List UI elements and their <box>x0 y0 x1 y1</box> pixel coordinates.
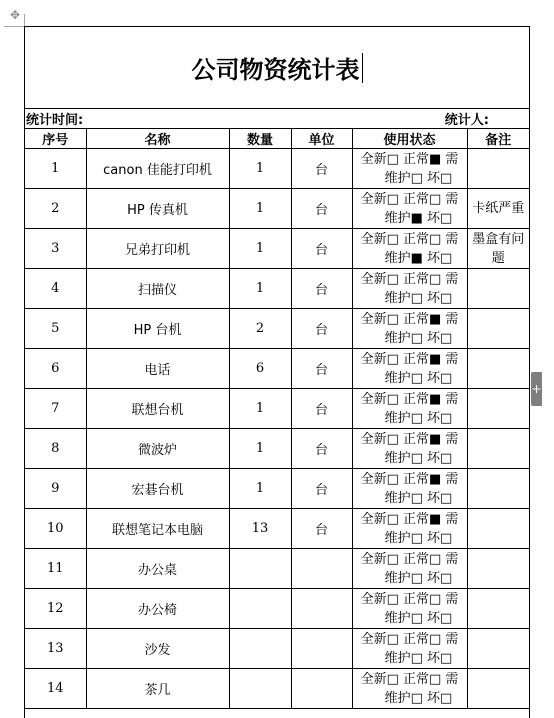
cell-status[interactable] <box>352 429 467 469</box>
cell-status[interactable] <box>352 669 467 709</box>
cell-qty[interactable]: 1 <box>229 189 291 229</box>
cell-status[interactable] <box>352 469 467 509</box>
stat-time-label: 统计时间: <box>26 113 84 128</box>
table-row <box>25 189 529 229</box>
table-row <box>25 669 529 709</box>
cell-no[interactable]: 9 <box>25 469 86 509</box>
cell-qty[interactable]: 13 <box>229 509 291 549</box>
cell-no[interactable]: 4 <box>25 269 86 309</box>
status-line-1: 全新□ 正常■ 需 <box>360 471 459 487</box>
cell-no[interactable]: 11 <box>25 549 86 589</box>
cell-no[interactable]: 6 <box>25 349 86 389</box>
cell-unit[interactable] <box>291 549 352 589</box>
text-cursor <box>362 53 363 83</box>
cell-name[interactable]: 兄弟打印机 <box>86 229 229 269</box>
cell-status[interactable] <box>352 349 467 389</box>
cell-status[interactable] <box>352 629 467 669</box>
cell-status[interactable] <box>352 309 467 349</box>
cell-unit[interactable] <box>291 669 352 709</box>
cell-note[interactable] <box>467 349 529 389</box>
status-line-1: 全新□ 正常□ 需 <box>360 551 459 567</box>
status-line-1: 全新□ 正常■ 需 <box>360 151 459 167</box>
cell-no[interactable]: 13 <box>25 629 86 669</box>
cell-unit[interactable] <box>291 589 352 629</box>
status-line-2: 维护□ 坏□ <box>384 650 453 666</box>
cell-note[interactable] <box>467 509 529 549</box>
table-row <box>25 269 529 309</box>
status-line-1: 全新□ 正常■ 需 <box>360 391 459 407</box>
cell-name[interactable]: 办公桌 <box>86 549 229 589</box>
cell-name[interactable]: 联想笔记本电脑 <box>86 509 229 549</box>
status-line-1: 全新□ 正常□ 需 <box>360 631 459 647</box>
cell-unit[interactable]: 台 <box>291 189 352 229</box>
document-title: 公司物资统计表 <box>191 55 360 84</box>
cell-unit[interactable]: 台 <box>291 309 352 349</box>
cell-unit[interactable]: 台 <box>291 469 352 509</box>
table-row <box>25 309 529 349</box>
cell-note[interactable] <box>467 469 529 509</box>
status-line-2: 维护□ 坏□ <box>384 690 453 706</box>
cell-note[interactable] <box>467 549 529 589</box>
cell-unit[interactable]: 台 <box>291 389 352 429</box>
cell-name[interactable]: 微波炉 <box>86 429 229 469</box>
cell-status[interactable] <box>352 229 467 269</box>
cell-no[interactable]: 2 <box>25 189 86 229</box>
cell-status[interactable] <box>352 509 467 549</box>
cell-no[interactable]: 8 <box>25 429 86 469</box>
cell-qty[interactable]: 1 <box>229 269 291 309</box>
cell-name[interactable]: 茶几 <box>86 669 229 709</box>
cell-note[interactable] <box>467 389 529 429</box>
status-line-2: 维护■ 坏□ <box>384 250 453 266</box>
status-line-2: 维护□ 坏□ <box>384 170 453 186</box>
header-unit[interactable]: 单位 <box>291 129 352 149</box>
cell-note[interactable]: 卡纸严重 <box>467 189 529 229</box>
document-table <box>24 26 530 718</box>
side-add-icon[interactable]: + <box>531 372 542 406</box>
cell-qty[interactable]: 1 <box>229 469 291 509</box>
cell-qty[interactable] <box>229 669 291 709</box>
status-line-1: 全新□ 正常■ 需 <box>360 431 459 447</box>
cell-unit[interactable]: 台 <box>291 149 352 189</box>
cell-note[interactable] <box>467 669 529 709</box>
cell-qty[interactable]: 1 <box>229 149 291 189</box>
status-line-2: 维护□ 坏□ <box>384 410 453 426</box>
header-row <box>25 129 529 149</box>
table-row <box>25 429 529 469</box>
cell-note[interactable] <box>467 589 529 629</box>
status-line-2: 维护□ 坏□ <box>384 330 453 346</box>
cell-name[interactable]: 电话 <box>86 349 229 389</box>
header-name[interactable]: 名称 <box>86 129 229 149</box>
table-row <box>25 509 529 549</box>
cell-no[interactable]: 7 <box>25 389 86 429</box>
cell-no[interactable]: 10 <box>25 509 86 549</box>
status-line-2: 维护□ 坏□ <box>384 490 453 506</box>
status-line-2: 维护□ 坏□ <box>384 570 453 586</box>
status-line-1: 全新□ 正常■ 需 <box>360 311 459 327</box>
status-line-2: 维护□ 坏□ <box>384 450 453 466</box>
status-line-1: 全新□ 正常□ 需 <box>360 591 459 607</box>
cell-note[interactable]: 墨盒有问题 <box>467 229 529 269</box>
table-row <box>25 229 529 269</box>
table-row <box>25 149 529 189</box>
status-line-1: 全新□ 正常□ 需 <box>360 671 459 687</box>
cell-qty[interactable] <box>229 549 291 589</box>
status-line-1: 全新□ 正常□ 需 <box>360 231 459 247</box>
corner-guide-vertical <box>24 14 25 26</box>
cell-qty[interactable] <box>229 629 291 669</box>
header-qty[interactable]: 数量 <box>229 129 291 149</box>
cell-name[interactable]: 沙发 <box>86 629 229 669</box>
status-line-1: 全新□ 正常□ 需 <box>360 271 459 287</box>
table-row <box>25 629 529 669</box>
cell-qty[interactable]: 6 <box>229 349 291 389</box>
status-line-1: 全新□ 正常□ 需 <box>360 191 459 207</box>
table-row <box>25 389 529 429</box>
cell-name[interactable]: HP 传真机 <box>86 189 229 229</box>
cell-no[interactable]: 14 <box>25 669 86 709</box>
cell-no[interactable]: 3 <box>25 229 86 269</box>
header-status[interactable]: 使用状态 <box>352 129 467 149</box>
cell-name[interactable]: 联想台机 <box>86 389 229 429</box>
cell-qty[interactable]: 1 <box>229 229 291 269</box>
cell-name[interactable]: canon 佳能打印机 <box>86 149 229 189</box>
cell-note[interactable] <box>467 309 529 349</box>
header-note[interactable]: 备注 <box>467 129 529 149</box>
cell-status[interactable] <box>352 149 467 189</box>
cell-name[interactable]: 扫描仪 <box>86 269 229 309</box>
status-line-1: 全新□ 正常■ 需 <box>360 511 459 527</box>
cell-name[interactable]: HP 台机 <box>86 309 229 349</box>
cell-note[interactable] <box>467 149 529 189</box>
cell-name[interactable]: 办公椅 <box>86 589 229 629</box>
inventory-table <box>25 129 529 709</box>
table-move-handle-icon[interactable]: ✥ <box>9 8 21 22</box>
status-line-2: 维护□ 坏□ <box>384 530 453 546</box>
cell-note[interactable] <box>467 629 529 669</box>
status-line-1: 全新□ 正常■ 需 <box>360 351 459 367</box>
status-line-2: 维护□ 坏□ <box>384 290 453 306</box>
cell-status[interactable] <box>352 549 467 589</box>
cell-no[interactable]: 5 <box>25 309 86 349</box>
cell-unit[interactable]: 台 <box>291 349 352 389</box>
stat-person-label: 统计人: <box>444 113 489 128</box>
title-cell[interactable] <box>25 27 529 109</box>
cell-qty[interactable]: 1 <box>229 389 291 429</box>
table-row <box>25 469 529 509</box>
cell-qty[interactable]: 1 <box>229 429 291 469</box>
status-line-2: 维护■ 坏□ <box>384 210 453 226</box>
cell-status[interactable] <box>352 389 467 429</box>
cell-note[interactable] <box>467 269 529 309</box>
cell-status[interactable] <box>352 589 467 629</box>
cell-unit[interactable]: 台 <box>291 269 352 309</box>
table-row <box>25 349 529 389</box>
cell-qty[interactable]: 2 <box>229 309 291 349</box>
table-row <box>25 549 529 589</box>
cell-unit[interactable]: 台 <box>291 429 352 469</box>
cell-no[interactable]: 12 <box>25 589 86 629</box>
info-row[interactable] <box>25 109 529 129</box>
status-line-2: 维护□ 坏□ <box>384 610 453 626</box>
cell-no[interactable]: 1 <box>25 149 86 189</box>
cell-note[interactable] <box>467 429 529 469</box>
header-no[interactable]: 序号 <box>25 129 86 149</box>
cell-unit[interactable]: 台 <box>291 229 352 269</box>
cell-unit[interactable] <box>291 629 352 669</box>
cell-name[interactable]: 宏碁台机 <box>86 469 229 509</box>
cell-status[interactable] <box>352 189 467 229</box>
cell-qty[interactable] <box>229 589 291 629</box>
corner-guide-horizontal <box>4 26 24 27</box>
table-row <box>25 589 529 629</box>
status-line-2: 维护□ 坏□ <box>384 370 453 386</box>
cell-status[interactable] <box>352 269 467 309</box>
cell-unit[interactable]: 台 <box>291 509 352 549</box>
